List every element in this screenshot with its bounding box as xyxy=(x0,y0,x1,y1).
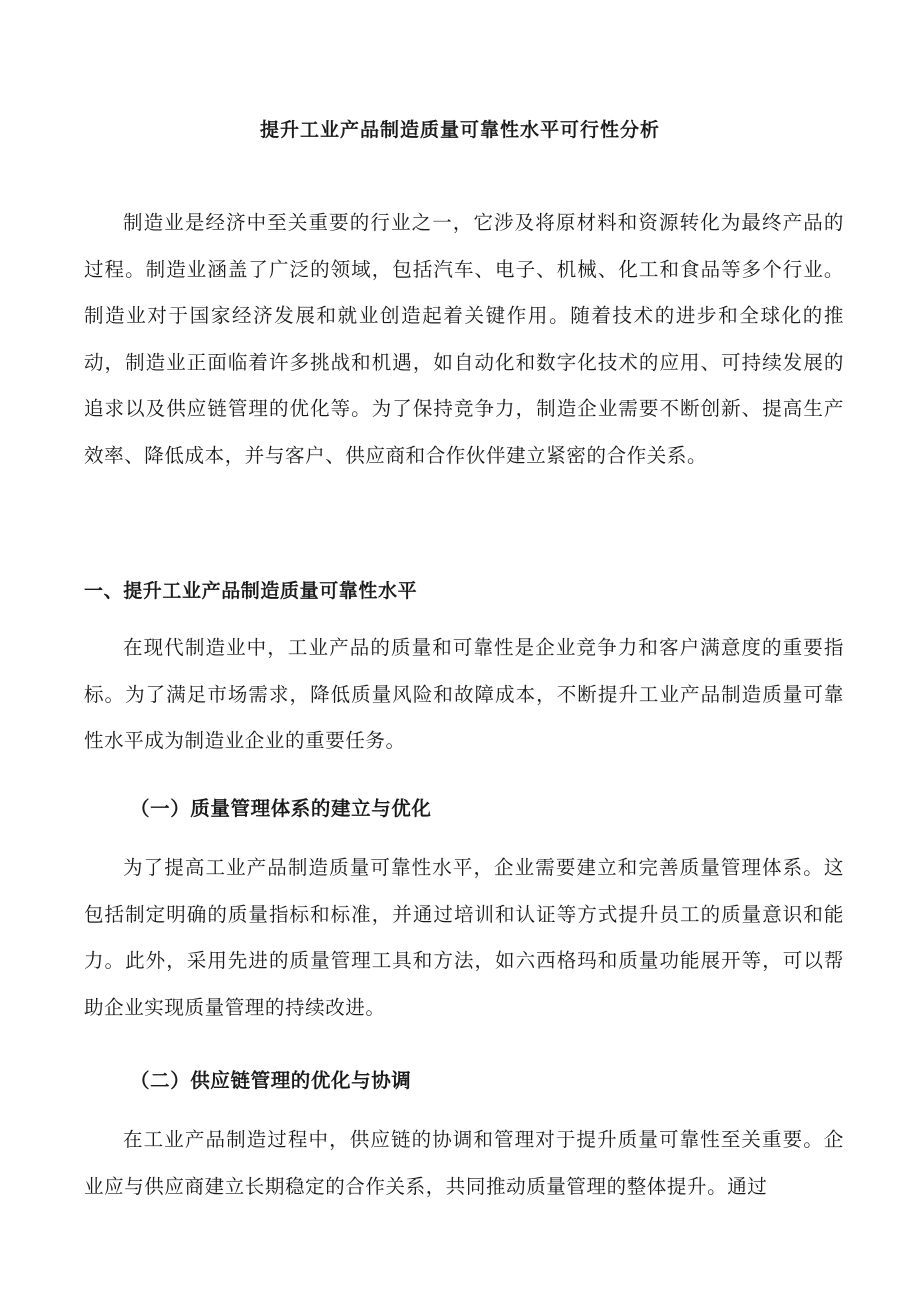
section-1-paragraph: 在现代制造业中，工业产品的质量和可靠性是企业竞争力和客户满意度的重要指标。为了满足市场需求，降低质量风险和故障成本，不断提升工业产品制造质量可靠性水平成为制造业企业的重要任务。 xyxy=(84,636,844,752)
subsection-2-paragraph: 在工业产品制造过程中，供应链的协调和管理对于提升质量可靠性至关重要。企业应与供应商建立长期稳定的合作关系，共同推动质量管理的整体提升。通过 xyxy=(84,1128,844,1198)
subsection-heading-1: （一）质量管理体系的建立与优化 xyxy=(130,797,432,820)
subsection-heading-2: （二）供应链管理的优化与协调 xyxy=(130,1069,412,1092)
subsection-1-paragraph: 为了提高工业产品制造质量可靠性水平，企业需要建立和完善质量管理体系。这包括制定明确的质量指标和标准，并通过培训和认证等方式提升员工的质量意识和能力。此外，采用先进的质量管理工具和方法，如六西格玛和质量功能展开等，可以帮助企业实现质量管理的持续改进。 xyxy=(84,856,844,1019)
intro-paragraph: 制造业是经济中至关重要的行业之一，它涉及将原材料和资源转化为最终产品的过程。制造业涵盖了广泛的领域，包括汽车、电子、机械、化工和食品等多个行业。制造业对于国家经济发展和就业创造起着关键作用。随着技术的进步和全球化的推动，制造业正面临着许多挑战和机遇，如自动化和数字化技术的应用、可持续发展的追求以及供应链管理的优化等。为了保持竞争力，制造企业需要不断创新、提高生产效率、降低成本，并与客户、供应商和合作伙伴建立紧密的合作关系。 xyxy=(84,211,844,467)
document-title: 提升工业产品制造质量可靠性水平可行性分析 xyxy=(259,119,660,141)
section-heading-1: 一、提升工业产品制造质量可靠性水平 xyxy=(84,580,418,602)
